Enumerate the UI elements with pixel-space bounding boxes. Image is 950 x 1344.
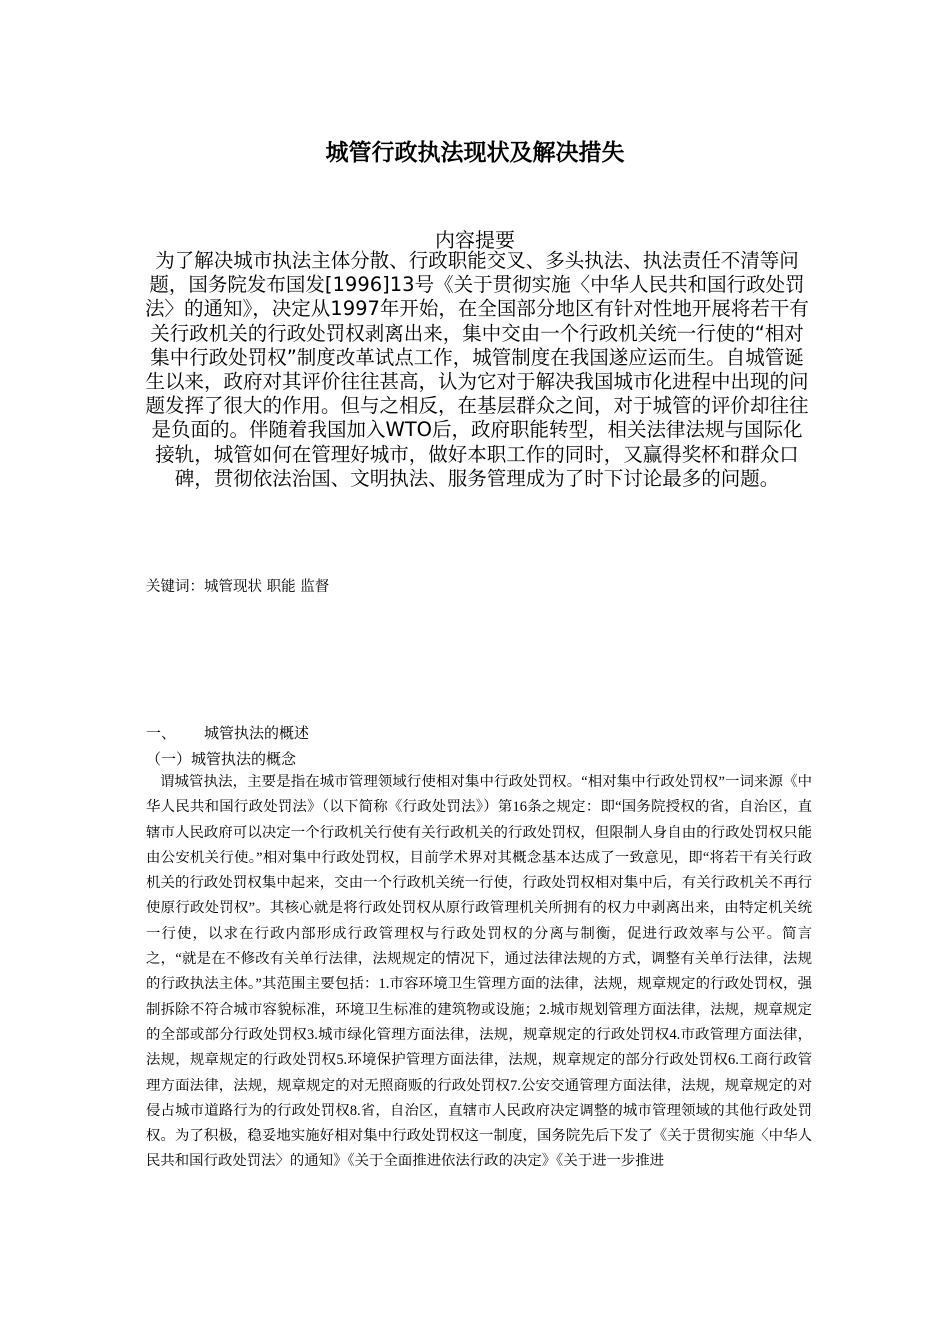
abstract-heading: 内容提要 (435, 228, 515, 252)
section-heading (146, 722, 806, 743)
body-paragraph: 谓城管执法，主要是指在城市管理领域行使相对集中行政处罚权。“相对集中行政处罚权”一词来源《中华人民共和国行政处罚法》（以下简称《行政处罚法》）第16条之规定：即“国务院授权的省，自治区，直辖市人民政府可以决定一个行政机关行使有关行政机关的行政处罚权，但限制人身自由的行政处罚权只能由公安机关行使。”相对集中行政处罚权，目前学术界对其概念基本达成了一致意见，即“将若干有关行政机关的行政处罚权集中起来，交由一个行政机关统一行使，行政处罚权相对集中后，有关行政机关不再行使原行政处罚权”。其核心就是将行政处罚权从原行政管理机关所拥有的权力中剥离出来，由特定机关统一行使，以求在行政内部形成行政管理权与行政处罚权的分离与制衡，促进行政效率与公平。简言之，“就是在不修改有关单行法律，法规规定的情况下，通过法律法规的方式，调整有关单行法律，法规的行政执法主体。”其范围主要包括：1.市容环境卫生管理方面的法律，法规，规章规定的行政处罚权，强制拆除不符合城市容貌标准，环境卫生标准的建筑物或设施；2.城市规划管理方面法律，法规，规章规定的全部或部分行政处罚权3.城市绿化管理方面法律，法规，规章规定的行政处罚权4.市政管理方面法律，法规，规章规定的行政处罚权5.环境保护管理方面法律，法规，规章规定的部分行政处罚权6.工商行政管理方面法律，法规，规章规定的对无照商贩的行政处罚权7.公安交通管理方面法律，法规，规章规定的对侵占城市道路行为的行政处罚权8.省，自治区，直辖市人民政府决定调整的城市管理领域的其他行政处罚权。为了积极，稳妥地实施好相对集中行政处罚权这一制度，国务院先后下发了《关于贯彻实施〈中华人民共和国行政处罚法〉的通知》《关于全面推进依法行政的决定》《关于进一步推进 (146, 774, 812, 1170)
keywords: 关键词：城管现状 职能 监督 (146, 579, 330, 595)
abstract-text: 为了解决城市执法主体分散、行政职能交叉、多头执法、执法责任不清等问题，国务院发布国发[1996]13号《关于贯彻实施〈中华人民共和国行政处罚法〉的通知》，决定从1997年开始，在全国部分地区有针对性地开展将若干有关行政机关的行政处罚权剥离出来，集中交由一个行政机关统一行使的“相对集中行政处罚权”制度改革试点工作，城管制度在我国遂应运而生。自城管诞生以来，政府对其评价往往甚高，认为它对于解决我国城市化进程中出现的问题发挥了很大的作用。但与之相反，在基层群众之间，对于城管的评价却往往是负面的。伴随着我国加入WTO后，政府职能转型，相关法律法规与国际化接轨，城管如何在管理好城市，做好本职工作的同时，又赢得奖杯和群众口碑，贯彻依法治国、文明执法、服务管理成为了时下讨论最多的问题。 (145, 249, 809, 490)
document-title: 城管行政执法现状及解决措失 (325, 139, 625, 166)
section-number: 一、 (146, 726, 177, 742)
subsection-heading: （一）城管执法的概念 (146, 752, 297, 768)
section-title: 城管执法的概述 (204, 726, 310, 742)
